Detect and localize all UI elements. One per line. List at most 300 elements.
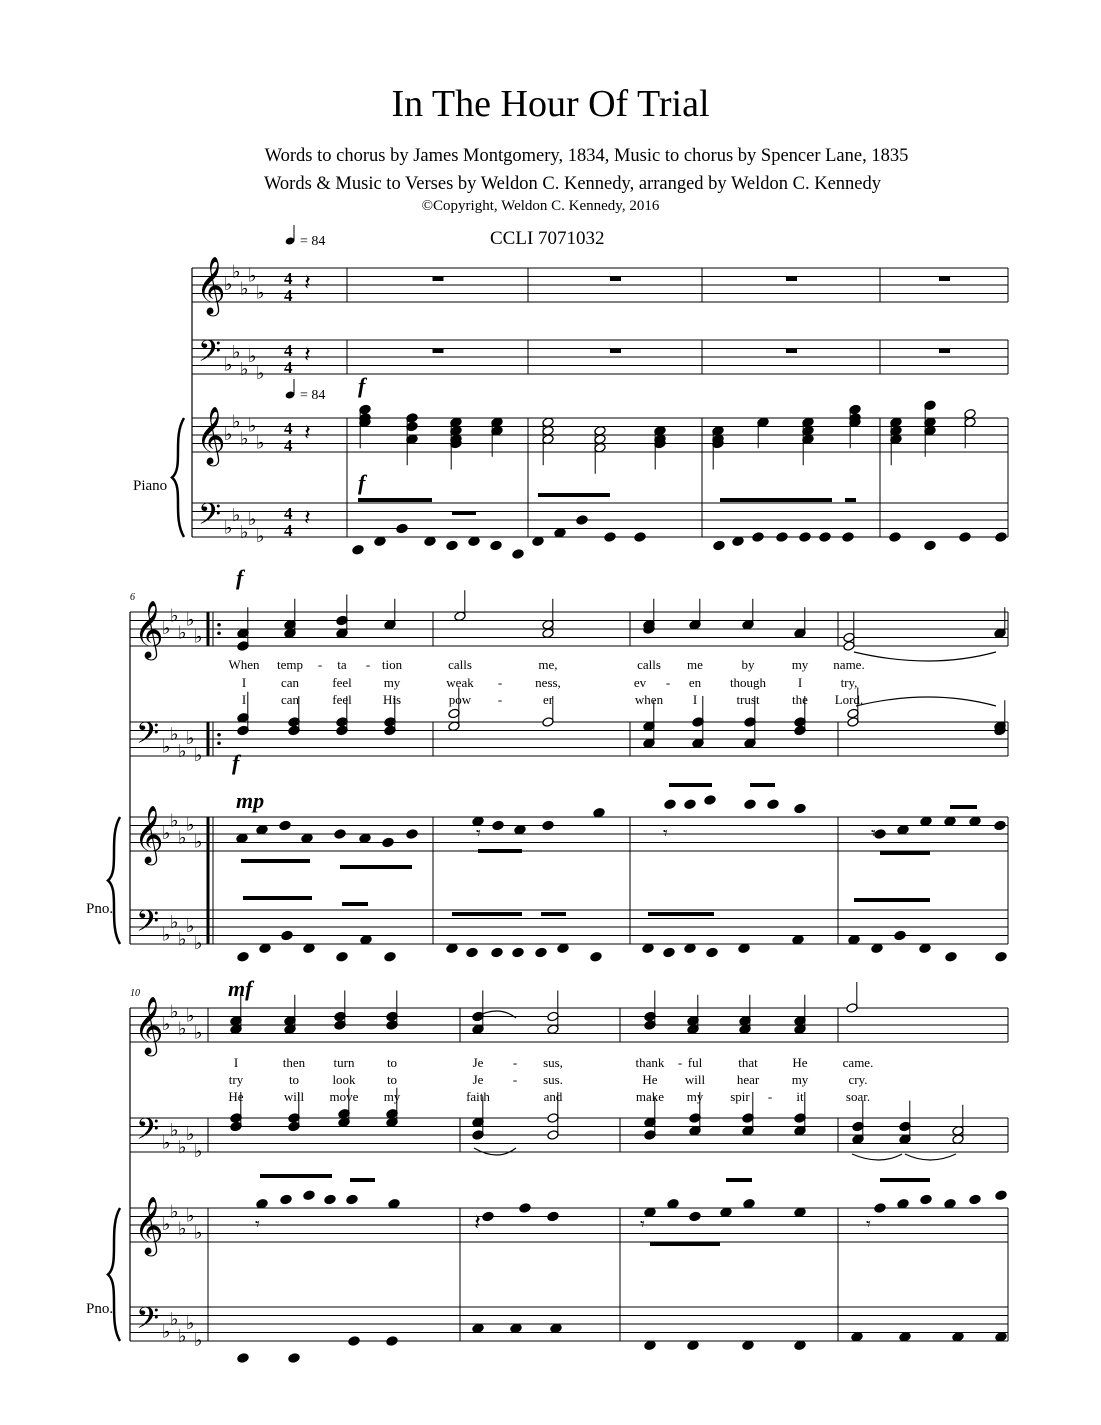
- flat-sign-icon: ♭: [178, 740, 187, 762]
- notehead: [590, 951, 602, 962]
- lyric-verse-2: sus.: [543, 1072, 563, 1087]
- notehead: [743, 1198, 755, 1209]
- notehead: [644, 1340, 656, 1351]
- bass-clef-icon: 𝄢: [136, 717, 160, 758]
- notehead: [396, 523, 408, 534]
- lyric-verse-1: Je: [472, 1055, 484, 1070]
- lyric-verse-1: by: [741, 657, 755, 672]
- lyric-verse-2: -: [497, 675, 503, 690]
- notehead: [995, 532, 1007, 543]
- notehead: [742, 1340, 754, 1351]
- notehead: [706, 947, 718, 958]
- notehead: [995, 1190, 1007, 1201]
- notehead: [303, 1190, 315, 1201]
- lyric-verse-2: to: [386, 1072, 398, 1087]
- lyric-verse-3: Lord.: [834, 692, 864, 707]
- flat-sign-icon: ♭: [194, 933, 203, 954]
- notehead: [382, 837, 394, 848]
- notehead: [634, 532, 646, 543]
- notehead: [920, 816, 932, 827]
- eighth-rest-icon: 𝄾: [663, 823, 668, 844]
- notehead: [684, 943, 696, 954]
- lyric-verse-2: feel: [332, 675, 352, 690]
- notehead: [732, 536, 744, 547]
- flat-sign-icon: ♭: [178, 928, 187, 950]
- flat-sign-icon: ♭: [240, 521, 249, 543]
- lyric-verse-3: pow: [448, 692, 472, 707]
- lyric-verse-3: move: [329, 1089, 359, 1104]
- flat-sign-icon: ♭: [186, 1005, 195, 1027]
- flat-sign-icon: ♭: [186, 814, 195, 836]
- whole-rest-icon: [610, 277, 621, 282]
- notehead: [871, 943, 883, 954]
- notehead: [752, 532, 764, 543]
- flat-sign-icon: ♭: [232, 341, 241, 363]
- notehead: [336, 951, 348, 962]
- lyric-verse-2: though: [729, 675, 767, 690]
- lyric-verse-1: -: [317, 657, 323, 672]
- lyric-verse-3: I: [241, 692, 247, 707]
- beam: [854, 898, 930, 902]
- notehead: [894, 930, 906, 941]
- beam: [358, 498, 432, 502]
- beam: [726, 1178, 752, 1182]
- notehead: [642, 943, 654, 954]
- notehead: [713, 540, 725, 551]
- treble-clef-icon: 𝄞: [134, 1196, 164, 1254]
- whole-rest-icon: [433, 277, 444, 282]
- lyric-verse-2: I: [241, 675, 247, 690]
- lyric-verse-2: weak: [446, 675, 474, 690]
- quarter-rest-icon: 𝄽: [474, 1211, 481, 1236]
- lyric-verse-2: cry.: [848, 1072, 868, 1087]
- flat-sign-icon: ♭: [256, 432, 265, 454]
- lyric-verse-2: will: [684, 1072, 706, 1087]
- notehead: [689, 1211, 701, 1222]
- notehead: [324, 1194, 336, 1205]
- flat-sign-icon: ♭: [256, 282, 265, 304]
- lyric-verse-1: When: [228, 657, 260, 672]
- dynamic-mezzo-piano: mp: [236, 788, 265, 813]
- notehead: [994, 820, 1006, 831]
- flat-sign-icon: ♭: [178, 1218, 187, 1240]
- notehead: [472, 1323, 484, 1334]
- notehead: [301, 833, 313, 844]
- lyric-verse-3: will: [283, 1089, 305, 1104]
- notehead: [281, 930, 293, 941]
- tempo-marking: = 84: [300, 388, 326, 403]
- lyric-verse-2: ness,: [535, 675, 561, 690]
- eighth-rest-icon: 𝄾: [255, 1214, 260, 1235]
- notehead: [348, 1336, 360, 1347]
- beam: [538, 493, 610, 497]
- flat-sign-icon: ♭: [256, 526, 265, 547]
- notehead: [535, 947, 547, 958]
- lyric-verse-1: my: [791, 657, 809, 672]
- quarter-rest-icon: 𝄽: [304, 506, 311, 531]
- flat-sign-icon: ♭: [194, 1022, 203, 1044]
- lyric-verse-1: me: [687, 657, 703, 672]
- lyric-verse-2: -: [665, 675, 671, 690]
- notehead: [945, 951, 957, 962]
- tie: [852, 1154, 902, 1160]
- lyric-verse-1: me,: [538, 657, 558, 672]
- notehead: [851, 1331, 863, 1342]
- bass-clef-icon: 𝄢: [136, 905, 160, 946]
- bass-clef-icon: 𝄢: [136, 1302, 160, 1343]
- notehead: [547, 1211, 559, 1222]
- lyric-verse-2: hear: [736, 1072, 760, 1087]
- bass-clef-icon: 𝄢: [198, 335, 222, 376]
- notehead: [388, 1198, 400, 1209]
- lyric-verse-1: -: [512, 1055, 518, 1070]
- lyric-verse-2: look: [332, 1072, 356, 1087]
- beam: [950, 805, 977, 809]
- time-signature: 4: [284, 358, 293, 377]
- notehead: [799, 532, 811, 543]
- beam: [452, 912, 522, 916]
- lyric-verse-1: -: [677, 1055, 683, 1070]
- flat-sign-icon: ♭: [186, 1124, 195, 1145]
- flat-sign-icon: ♭: [170, 1001, 179, 1023]
- lyric-verse-3: His: [382, 692, 402, 707]
- flat-sign-icon: ♭: [224, 424, 233, 445]
- notehead: [794, 803, 806, 814]
- lyric-verse-1: then: [282, 1055, 306, 1070]
- notehead: [944, 1198, 956, 1209]
- notehead: [792, 934, 804, 945]
- flat-sign-icon: ♭: [178, 1136, 187, 1158]
- notehead: [384, 951, 396, 962]
- notehead: [593, 807, 605, 818]
- notehead: [889, 532, 901, 543]
- notehead: [512, 947, 524, 958]
- notehead: [969, 816, 981, 827]
- notehead: [259, 943, 271, 954]
- beam: [260, 1174, 332, 1178]
- notehead: [704, 795, 716, 806]
- treble-clef-icon: 𝄞: [196, 406, 226, 464]
- lyric-verse-1: thank: [635, 1055, 665, 1070]
- beam: [452, 511, 476, 515]
- notehead: [744, 799, 756, 810]
- eighth-rest-icon: 𝄾: [866, 1214, 871, 1235]
- treble-clef-icon: 𝄞: [196, 256, 226, 314]
- flat-sign-icon: ♭: [186, 1205, 195, 1227]
- lyric-verse-1: turn: [333, 1055, 355, 1070]
- flat-sign-icon: ♭: [162, 1214, 171, 1235]
- time-signature: 4: [284, 419, 293, 438]
- beam: [541, 912, 566, 916]
- notehead: [236, 833, 248, 844]
- flat-sign-icon: ♭: [194, 1141, 203, 1162]
- lyric-verse-1: name.: [833, 657, 865, 672]
- notehead: [944, 816, 956, 827]
- lyric-verse-1: to: [386, 1055, 398, 1070]
- notehead: [288, 1353, 300, 1364]
- notehead: [767, 799, 779, 810]
- credit-line-chorus: Words to chorus by James Montgomery, 1834, Music to chorus by Spencer Lane, 1835: [264, 146, 909, 166]
- flat-sign-icon: ♭: [170, 1308, 179, 1330]
- measure-number: 6: [130, 592, 135, 603]
- quarter-rest-icon: 𝄽: [304, 343, 311, 368]
- flat-sign-icon: ♭: [240, 428, 249, 450]
- notehead: [874, 1203, 886, 1214]
- notehead: [842, 532, 854, 543]
- beam: [350, 1178, 375, 1182]
- notehead: [924, 540, 936, 551]
- time-signature: 4: [284, 286, 293, 305]
- whole-rest-icon: [610, 349, 621, 354]
- lyric-verse-1: calls: [637, 657, 661, 672]
- flat-sign-icon: ♭: [186, 1313, 195, 1334]
- flat-sign-icon: ♭: [170, 1201, 179, 1223]
- flat-sign-icon: ♭: [178, 1325, 187, 1347]
- beam: [650, 1242, 720, 1246]
- flat-sign-icon: ♭: [162, 1132, 171, 1154]
- flat-sign-icon: ♭: [162, 924, 171, 946]
- bass-clef-icon: 𝄢: [136, 1113, 160, 1154]
- time-signature: 4: [284, 521, 293, 540]
- flat-sign-icon: ♭: [240, 358, 249, 380]
- dynamic-forte: f: [232, 750, 240, 775]
- quarter-rest-icon: 𝄽: [304, 421, 311, 446]
- notehead: [360, 934, 372, 945]
- lyric-verse-1: -: [365, 657, 371, 672]
- piano-brace: [108, 1208, 120, 1341]
- notehead: [897, 1198, 909, 1209]
- lyric-verse-3: the: [792, 692, 808, 707]
- notehead: [519, 1203, 531, 1214]
- repeat-dot: [217, 741, 221, 745]
- flat-sign-icon: ♭: [170, 911, 179, 933]
- notehead: [256, 1198, 268, 1209]
- notehead: [446, 943, 458, 954]
- lyric-verse-2: He: [642, 1072, 658, 1087]
- flat-sign-icon: ♭: [186, 916, 195, 937]
- flat-sign-icon: ♭: [186, 728, 195, 749]
- flat-sign-icon: ♭: [224, 354, 233, 376]
- notehead: [920, 1194, 932, 1205]
- time-signature: 4: [284, 269, 293, 288]
- tempo-marking: = 84: [300, 234, 326, 249]
- credit-line-verses: Words & Music to Verses by Weldon C. Kennedy, arranged by Weldon C. Kennedy: [263, 174, 882, 194]
- flat-sign-icon: ♭: [248, 346, 257, 367]
- lyric-verse-1: temp: [277, 657, 303, 672]
- dynamic-mezzo-forte: mf: [228, 976, 253, 1001]
- notehead: [280, 1194, 292, 1205]
- whole-rest-icon: [939, 277, 950, 282]
- notehead: [256, 824, 268, 835]
- lyric-verse-1: that: [738, 1055, 758, 1070]
- notehead: [687, 1340, 699, 1351]
- lyric-verse-2: -: [512, 1072, 518, 1087]
- treble-clef-icon: 𝄞: [134, 996, 164, 1054]
- beam: [880, 1178, 930, 1182]
- flat-sign-icon: ♭: [256, 363, 265, 384]
- flat-sign-icon: ♭: [178, 827, 187, 849]
- flat-sign-icon: ♭: [162, 736, 171, 758]
- lyric-verse-3: it: [796, 1089, 804, 1104]
- flat-sign-icon: ♭: [162, 823, 171, 844]
- whole-rest-icon: [786, 349, 797, 354]
- time-signature: 4: [284, 341, 293, 360]
- time-signature: 4: [284, 436, 293, 455]
- notehead: [995, 1331, 1007, 1342]
- lyric-verse-1: ta: [337, 657, 347, 672]
- notehead: [359, 833, 371, 844]
- flat-sign-icon: ♭: [224, 517, 233, 539]
- repeat-dot: [217, 733, 221, 737]
- flat-sign-icon: ♭: [224, 274, 233, 295]
- notehead: [492, 820, 504, 831]
- copyright-notice: ©Copyright, Weldon C. Kennedy, 2016: [421, 198, 660, 214]
- flat-sign-icon: ♭: [248, 265, 257, 287]
- notehead: [644, 1207, 656, 1218]
- beam: [241, 859, 310, 863]
- lyric-verse-1: He: [792, 1055, 808, 1070]
- beam: [243, 896, 312, 900]
- lyric-verse-3: my: [383, 1089, 401, 1104]
- flat-sign-icon: ♭: [248, 509, 257, 530]
- flat-sign-icon: ♭: [178, 1018, 187, 1040]
- dynamic-forte: f: [236, 565, 244, 590]
- repeat-dot: [217, 631, 221, 635]
- notehead: [491, 947, 503, 958]
- flat-sign-icon: ♭: [194, 745, 203, 766]
- eighth-rest-icon: 𝄾: [476, 823, 481, 844]
- notehead: [819, 532, 831, 543]
- beam: [720, 498, 832, 502]
- lyric-verse-1: I: [233, 1055, 239, 1070]
- lyric-verse-2: my: [383, 675, 401, 690]
- lyric-verse-2: I: [797, 675, 803, 690]
- notehead: [897, 824, 909, 835]
- notehead: [848, 934, 860, 945]
- whole-rest-icon: [939, 349, 950, 354]
- notehead: [482, 1211, 494, 1222]
- lyric-verse-3: when: [634, 692, 664, 707]
- flat-sign-icon: ♭: [170, 723, 179, 745]
- flat-sign-icon: ♭: [162, 618, 171, 639]
- notehead: [512, 549, 524, 560]
- flat-sign-icon: ♭: [194, 1330, 203, 1351]
- notehead: [550, 1323, 562, 1334]
- beam: [880, 851, 930, 855]
- dynamic-forte: f: [358, 470, 366, 495]
- beam: [342, 902, 368, 906]
- notehead: [969, 1194, 981, 1205]
- notehead: [468, 536, 480, 547]
- tie: [905, 1154, 956, 1160]
- lyric-verse-3: and: [543, 1089, 563, 1104]
- flat-sign-icon: ♭: [232, 504, 241, 526]
- notehead: [794, 1207, 806, 1218]
- flat-sign-icon: ♭: [178, 622, 187, 644]
- notehead: [237, 951, 249, 962]
- notehead: [604, 532, 616, 543]
- lyric-verse-3: I: [692, 692, 698, 707]
- treble-clef-icon: 𝄞: [134, 805, 164, 863]
- piano-brace: [108, 817, 120, 944]
- flat-sign-icon: ♭: [186, 609, 195, 631]
- flat-sign-icon: ♭: [248, 415, 257, 437]
- notehead: [352, 544, 364, 555]
- notehead: [919, 943, 931, 954]
- treble-clef-icon: 𝄞: [134, 600, 164, 658]
- notehead: [684, 799, 696, 810]
- lyric-verse-1: came.: [842, 1055, 874, 1070]
- notehead: [557, 943, 569, 954]
- flat-sign-icon: ♭: [170, 605, 179, 627]
- notehead: [334, 829, 346, 840]
- notehead: [279, 820, 291, 831]
- flat-sign-icon: ♭: [162, 1014, 171, 1035]
- notehead: [466, 947, 478, 958]
- lyric-verse-3: spir: [730, 1089, 750, 1104]
- notehead: [554, 527, 566, 538]
- notehead: [406, 829, 418, 840]
- notehead: [532, 536, 544, 547]
- lyric-verse-2: to: [288, 1072, 300, 1087]
- eighth-rest-icon: 𝄾: [871, 823, 876, 844]
- notehead: [794, 1340, 806, 1351]
- flat-sign-icon: ♭: [232, 411, 241, 433]
- lyric-verse-3: er: [542, 692, 554, 707]
- beam: [648, 912, 714, 916]
- notehead: [720, 1207, 732, 1218]
- page-title: In The Hour Of Trial: [391, 83, 710, 125]
- flat-sign-icon: ♭: [194, 626, 203, 648]
- lyric-verse-3: He: [228, 1089, 244, 1104]
- measure-number: 10: [130, 988, 140, 999]
- tie: [856, 697, 996, 706]
- lyric-verse-3: trust: [736, 692, 760, 707]
- flat-sign-icon: ♭: [194, 831, 203, 853]
- ccli-number: CCLI 7071032: [490, 228, 605, 249]
- notehead: [576, 515, 588, 526]
- time-signature: 4: [284, 504, 293, 523]
- notehead: [446, 540, 458, 551]
- beam: [845, 498, 856, 502]
- whole-rest-icon: [433, 349, 444, 354]
- flat-sign-icon: ♭: [240, 278, 249, 300]
- whole-rest-icon: [786, 277, 797, 282]
- beam: [669, 783, 712, 787]
- lyric-verse-2: Je: [472, 1072, 484, 1087]
- lyric-verse-2: ev: [633, 675, 647, 690]
- dynamic-forte: f: [358, 373, 366, 398]
- beam: [750, 783, 775, 787]
- lyric-verse-3: make: [635, 1089, 665, 1104]
- lyric-verse-2: en: [688, 675, 702, 690]
- lyric-verse-2: try: [228, 1072, 244, 1087]
- flat-sign-icon: ♭: [162, 1321, 171, 1343]
- notehead: [995, 951, 1007, 962]
- lyric-verse-1: ful: [687, 1055, 703, 1070]
- piano-label-short: Pno.: [86, 901, 114, 917]
- beam: [340, 865, 412, 869]
- notehead: [424, 536, 436, 547]
- lyric-verse-3: soar.: [845, 1089, 871, 1104]
- notehead: [738, 943, 750, 954]
- notehead: [303, 943, 315, 954]
- lyric-verse-3: -: [497, 692, 503, 707]
- notehead: [510, 1323, 522, 1334]
- flat-sign-icon: ♭: [170, 1119, 179, 1141]
- notehead: [899, 1331, 911, 1342]
- quarter-rest-icon: 𝄽: [304, 271, 311, 296]
